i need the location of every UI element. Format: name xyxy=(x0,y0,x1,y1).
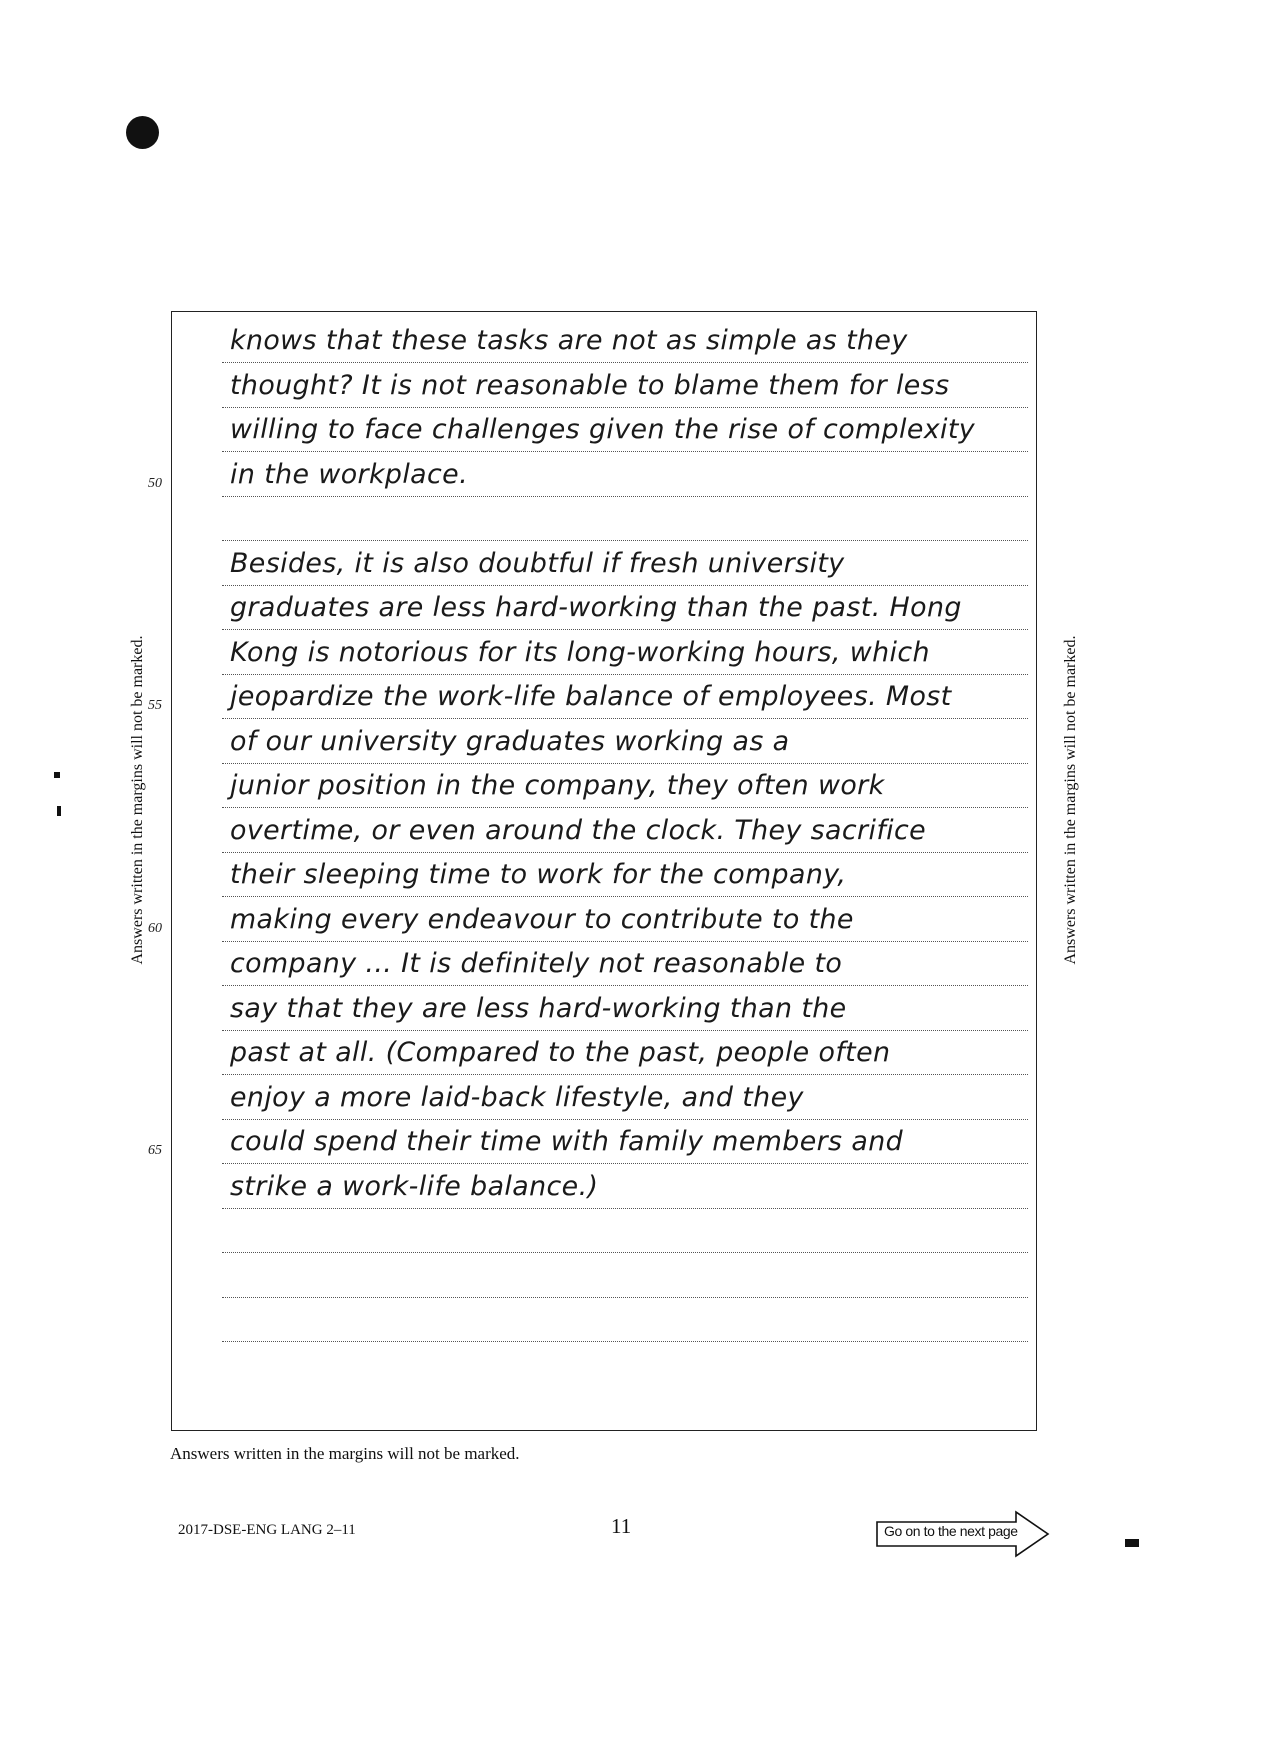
handwritten-line: overtime, or even around the clock. They sacrifice xyxy=(230,814,927,846)
handwritten-line: enjoy a more laid-back lifestyle, and they xyxy=(230,1081,804,1113)
handwritten-line: willing to face challenges given the rise of complexity xyxy=(230,414,976,445)
line-number: 65 xyxy=(148,1143,162,1158)
line-number: 50 xyxy=(148,475,162,491)
scan-speck xyxy=(57,806,61,816)
answer-rule xyxy=(222,540,1028,541)
answer-rule xyxy=(222,1208,1028,1209)
handwritten-line: thought? It is not reasonable to blame them for less xyxy=(230,369,950,401)
answer-rule xyxy=(222,941,1028,942)
left-margin-warning: Answers written in the margins will not be marked. xyxy=(129,635,146,965)
answer-rule xyxy=(222,629,1028,630)
next-page-label: Go on to the next page xyxy=(884,1523,1018,1539)
handwritten-line: knows that these tasks are not as simple as they xyxy=(230,325,908,356)
page-number: 11 xyxy=(611,1514,632,1538)
answer-rule xyxy=(222,1074,1028,1075)
bottom-margin-warning: Answers written in the margins will not be marked. xyxy=(170,1444,520,1463)
answer-box xyxy=(148,311,1037,1431)
answer-rule xyxy=(222,985,1028,986)
answer-rule xyxy=(222,362,1028,363)
answer-rule xyxy=(222,1163,1028,1164)
exam-paper-code: 2017-DSE-ENG LANG 2–11 xyxy=(178,1522,356,1538)
answer-rule xyxy=(222,1341,1028,1342)
answer-rule xyxy=(222,1297,1028,1298)
next-page-indicator xyxy=(876,1510,1050,1558)
handwritten-line xyxy=(230,500,1025,538)
answer-rule xyxy=(222,674,1028,675)
answer-rule xyxy=(222,763,1028,764)
answer-rule xyxy=(222,718,1028,719)
handwritten-line: Kong is notorious for its long-working hours, which xyxy=(230,636,930,668)
line-number: 60 xyxy=(148,920,162,936)
answer-rule xyxy=(222,1030,1028,1031)
handwritten-line xyxy=(230,1301,1025,1339)
handwritten-line: making every endeavour to contribute to the xyxy=(230,903,854,935)
answer-rule xyxy=(222,407,1028,408)
handwritten-line: jeopardize the work-life balance of employees. Most xyxy=(230,681,952,712)
handwritten-line: of our university graduates working as a xyxy=(230,725,790,757)
answer-rule xyxy=(222,585,1028,586)
answer-rule xyxy=(222,896,1028,897)
handwritten-line xyxy=(230,1257,1025,1295)
handwritten-line: say that they are less hard-working than the xyxy=(230,992,847,1024)
answer-rule xyxy=(222,496,1028,497)
handwritten-line: junior position in the company, they often work xyxy=(230,770,885,801)
answer-rule xyxy=(222,852,1028,853)
handwritten-line: company ... It is definitely not reasonable to xyxy=(230,948,843,979)
right-margin-warning: Answers written in the margins will not be marked. xyxy=(1062,635,1079,965)
handwritten-line: their sleeping time to work for the company, xyxy=(230,859,847,890)
line-number: 55 xyxy=(148,698,162,713)
handwritten-line: strike a work-life balance.) xyxy=(230,1170,599,1202)
handwritten-line xyxy=(230,1212,1025,1250)
handwritten-line: graduates are less hard-working than the past. Hong xyxy=(230,592,962,623)
answer-rule xyxy=(222,1119,1028,1120)
answer-rule xyxy=(222,1252,1028,1253)
answer-rule xyxy=(222,451,1028,452)
handwritten-line: past at all. (Compared to the past, people often xyxy=(230,1037,891,1068)
scan-speck xyxy=(54,772,60,778)
answer-rule xyxy=(222,807,1028,808)
handwritten-line: in the workplace. xyxy=(230,458,469,490)
registration-dot xyxy=(126,116,159,149)
registration-mark xyxy=(1125,1539,1139,1547)
handwritten-line: could spend their time with family members and xyxy=(230,1126,904,1157)
handwritten-line: Besides, it is also doubtful if fresh university xyxy=(230,547,845,579)
